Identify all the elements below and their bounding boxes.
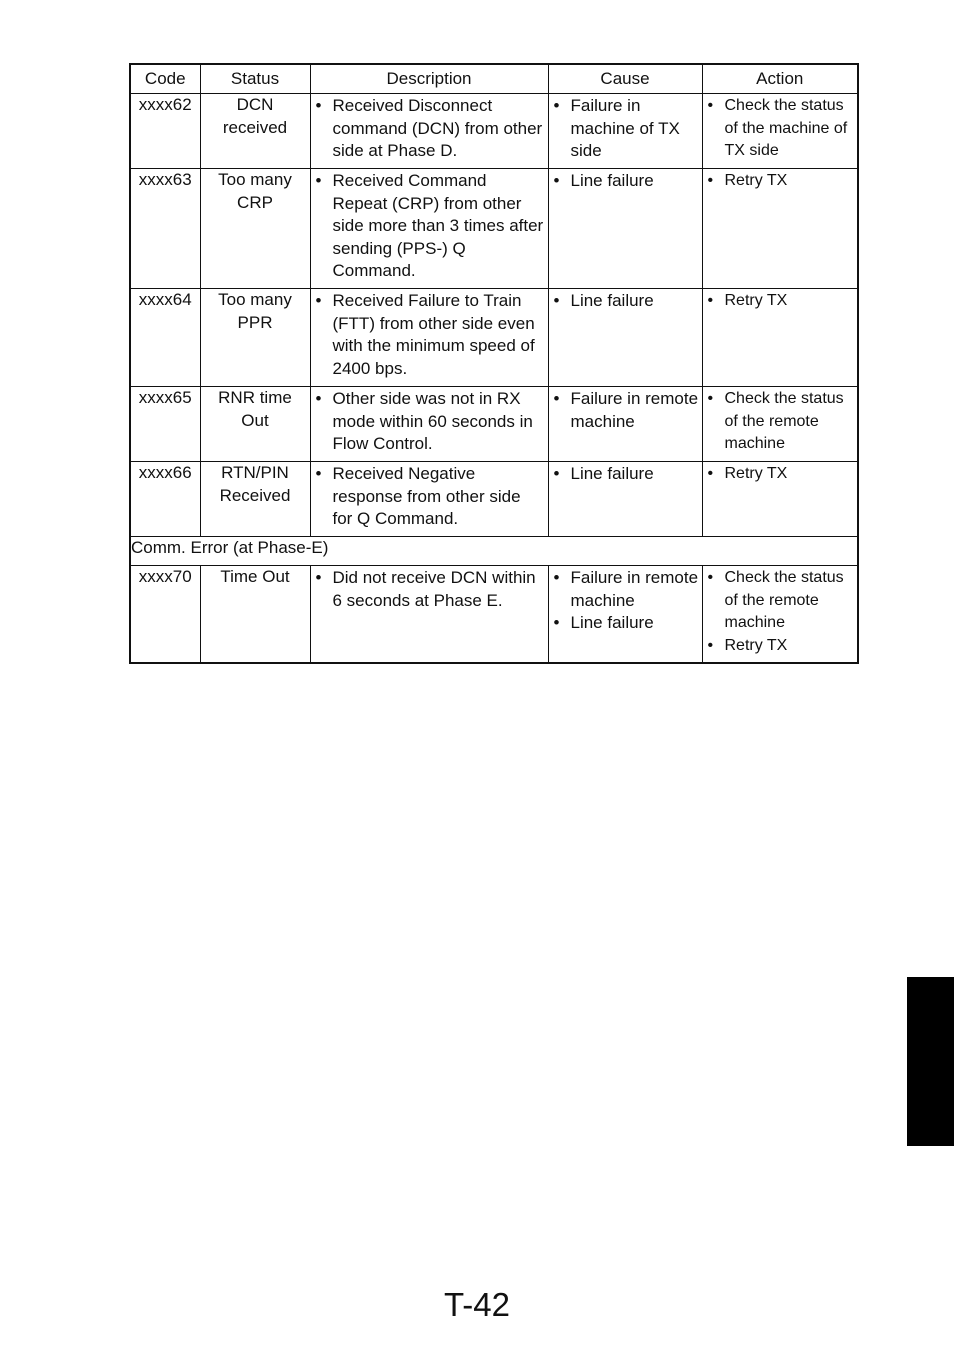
- status-cell: [200, 462, 310, 537]
- description-item: • Did not receive DCN within 6 seconds at Phase E.: [314, 567, 545, 612]
- table-row: [130, 94, 858, 169]
- header-code: Code: [130, 64, 200, 94]
- section-label: Comm. Error (at Phase-E): [130, 537, 858, 566]
- section-row: [130, 537, 858, 566]
- table-row: [130, 566, 858, 663]
- header-status: Status: [200, 64, 310, 94]
- status-line: Time Out: [220, 567, 290, 586]
- cause-item: • Line failure: [552, 612, 699, 635]
- cause-item: • Failure in remote machine: [552, 567, 699, 612]
- description-item: • Received Negative response from other side for Q Command.: [314, 463, 545, 531]
- action-item: • Check the status of the remote machine: [706, 388, 855, 456]
- description-cell: [310, 387, 548, 462]
- cause-cell: [548, 169, 702, 289]
- status-line: CRP: [237, 192, 273, 212]
- status-line: Received: [219, 485, 291, 505]
- page-number: T-42: [443, 1286, 511, 1323]
- code-cell: xxxx63: [130, 169, 200, 289]
- status-line: RTN/PIN: [221, 463, 289, 482]
- cause-item: • Failure in remote machine: [552, 388, 699, 433]
- table-header-row: [130, 64, 858, 94]
- status-line: Out: [241, 410, 269, 430]
- cause-cell: [548, 94, 702, 169]
- action-cell: [702, 169, 858, 289]
- description-cell: [310, 94, 548, 169]
- table-row: [130, 289, 858, 387]
- status-cell: [200, 94, 310, 169]
- action-item: • Retry TX: [706, 170, 855, 193]
- table-row: [130, 169, 858, 289]
- status-line: DCN: [236, 95, 274, 114]
- table-row: [130, 462, 858, 537]
- code-cell: xxxx70: [130, 566, 200, 663]
- code-cell: xxxx65: [130, 387, 200, 462]
- header-action: Action: [702, 64, 858, 94]
- action-item: • Retry TX: [706, 463, 855, 486]
- action-cell: [702, 462, 858, 537]
- description-item: • Received Disconnect command (DCN) from other side at Phase D.: [314, 95, 545, 163]
- description-item: • Received Command Repeat (CRP) from other side more than 3 times after sending (PPS-) Q Command.: [314, 170, 545, 283]
- status-cell: [200, 387, 310, 462]
- code-cell: xxxx62: [130, 94, 200, 169]
- cause-item: • Failure in machine of TX side: [552, 95, 699, 163]
- action-item: • Retry TX: [706, 290, 855, 313]
- status-line: Too many: [218, 290, 292, 309]
- header-description: Description: [310, 64, 548, 94]
- status-cell: [200, 289, 310, 387]
- description-cell: [310, 169, 548, 289]
- cause-cell: [548, 387, 702, 462]
- action-cell: [702, 566, 858, 663]
- cause-item: • Line failure: [552, 463, 699, 486]
- table-row: [130, 387, 858, 462]
- cause-cell: [548, 462, 702, 537]
- action-cell: [702, 387, 858, 462]
- cause-cell: [548, 289, 702, 387]
- action-cell: [702, 94, 858, 169]
- cause-cell: [548, 566, 702, 663]
- description-cell: [310, 289, 548, 387]
- cause-item: • Line failure: [552, 290, 699, 313]
- action-item: • Check the status of the remote machine: [706, 567, 855, 635]
- code-cell: xxxx64: [130, 289, 200, 387]
- description-item: • Other side was not in RX mode within 60 seconds in Flow Control.: [314, 388, 545, 456]
- action-item: • Check the status of the machine of TX side: [706, 95, 855, 163]
- cause-item: • Line failure: [552, 170, 699, 193]
- status-line: PPR: [237, 312, 273, 332]
- code-cell: xxxx66: [130, 462, 200, 537]
- status-line: Too many: [218, 170, 292, 189]
- action-cell: [702, 289, 858, 387]
- description-cell: [310, 566, 548, 663]
- status-line: received: [222, 117, 288, 137]
- action-item: • Retry TX: [706, 635, 855, 658]
- description-item: • Received Failure to Train (FTT) from other side even with the minimum speed of 2400 bps.: [314, 290, 545, 380]
- status-cell: [200, 566, 310, 663]
- section-tab-marker: [907, 977, 954, 1146]
- status-line: RNR time: [218, 388, 292, 407]
- error-code-table: [129, 63, 859, 664]
- header-cause: Cause: [548, 64, 702, 94]
- description-cell: [310, 462, 548, 537]
- status-cell: [200, 169, 310, 289]
